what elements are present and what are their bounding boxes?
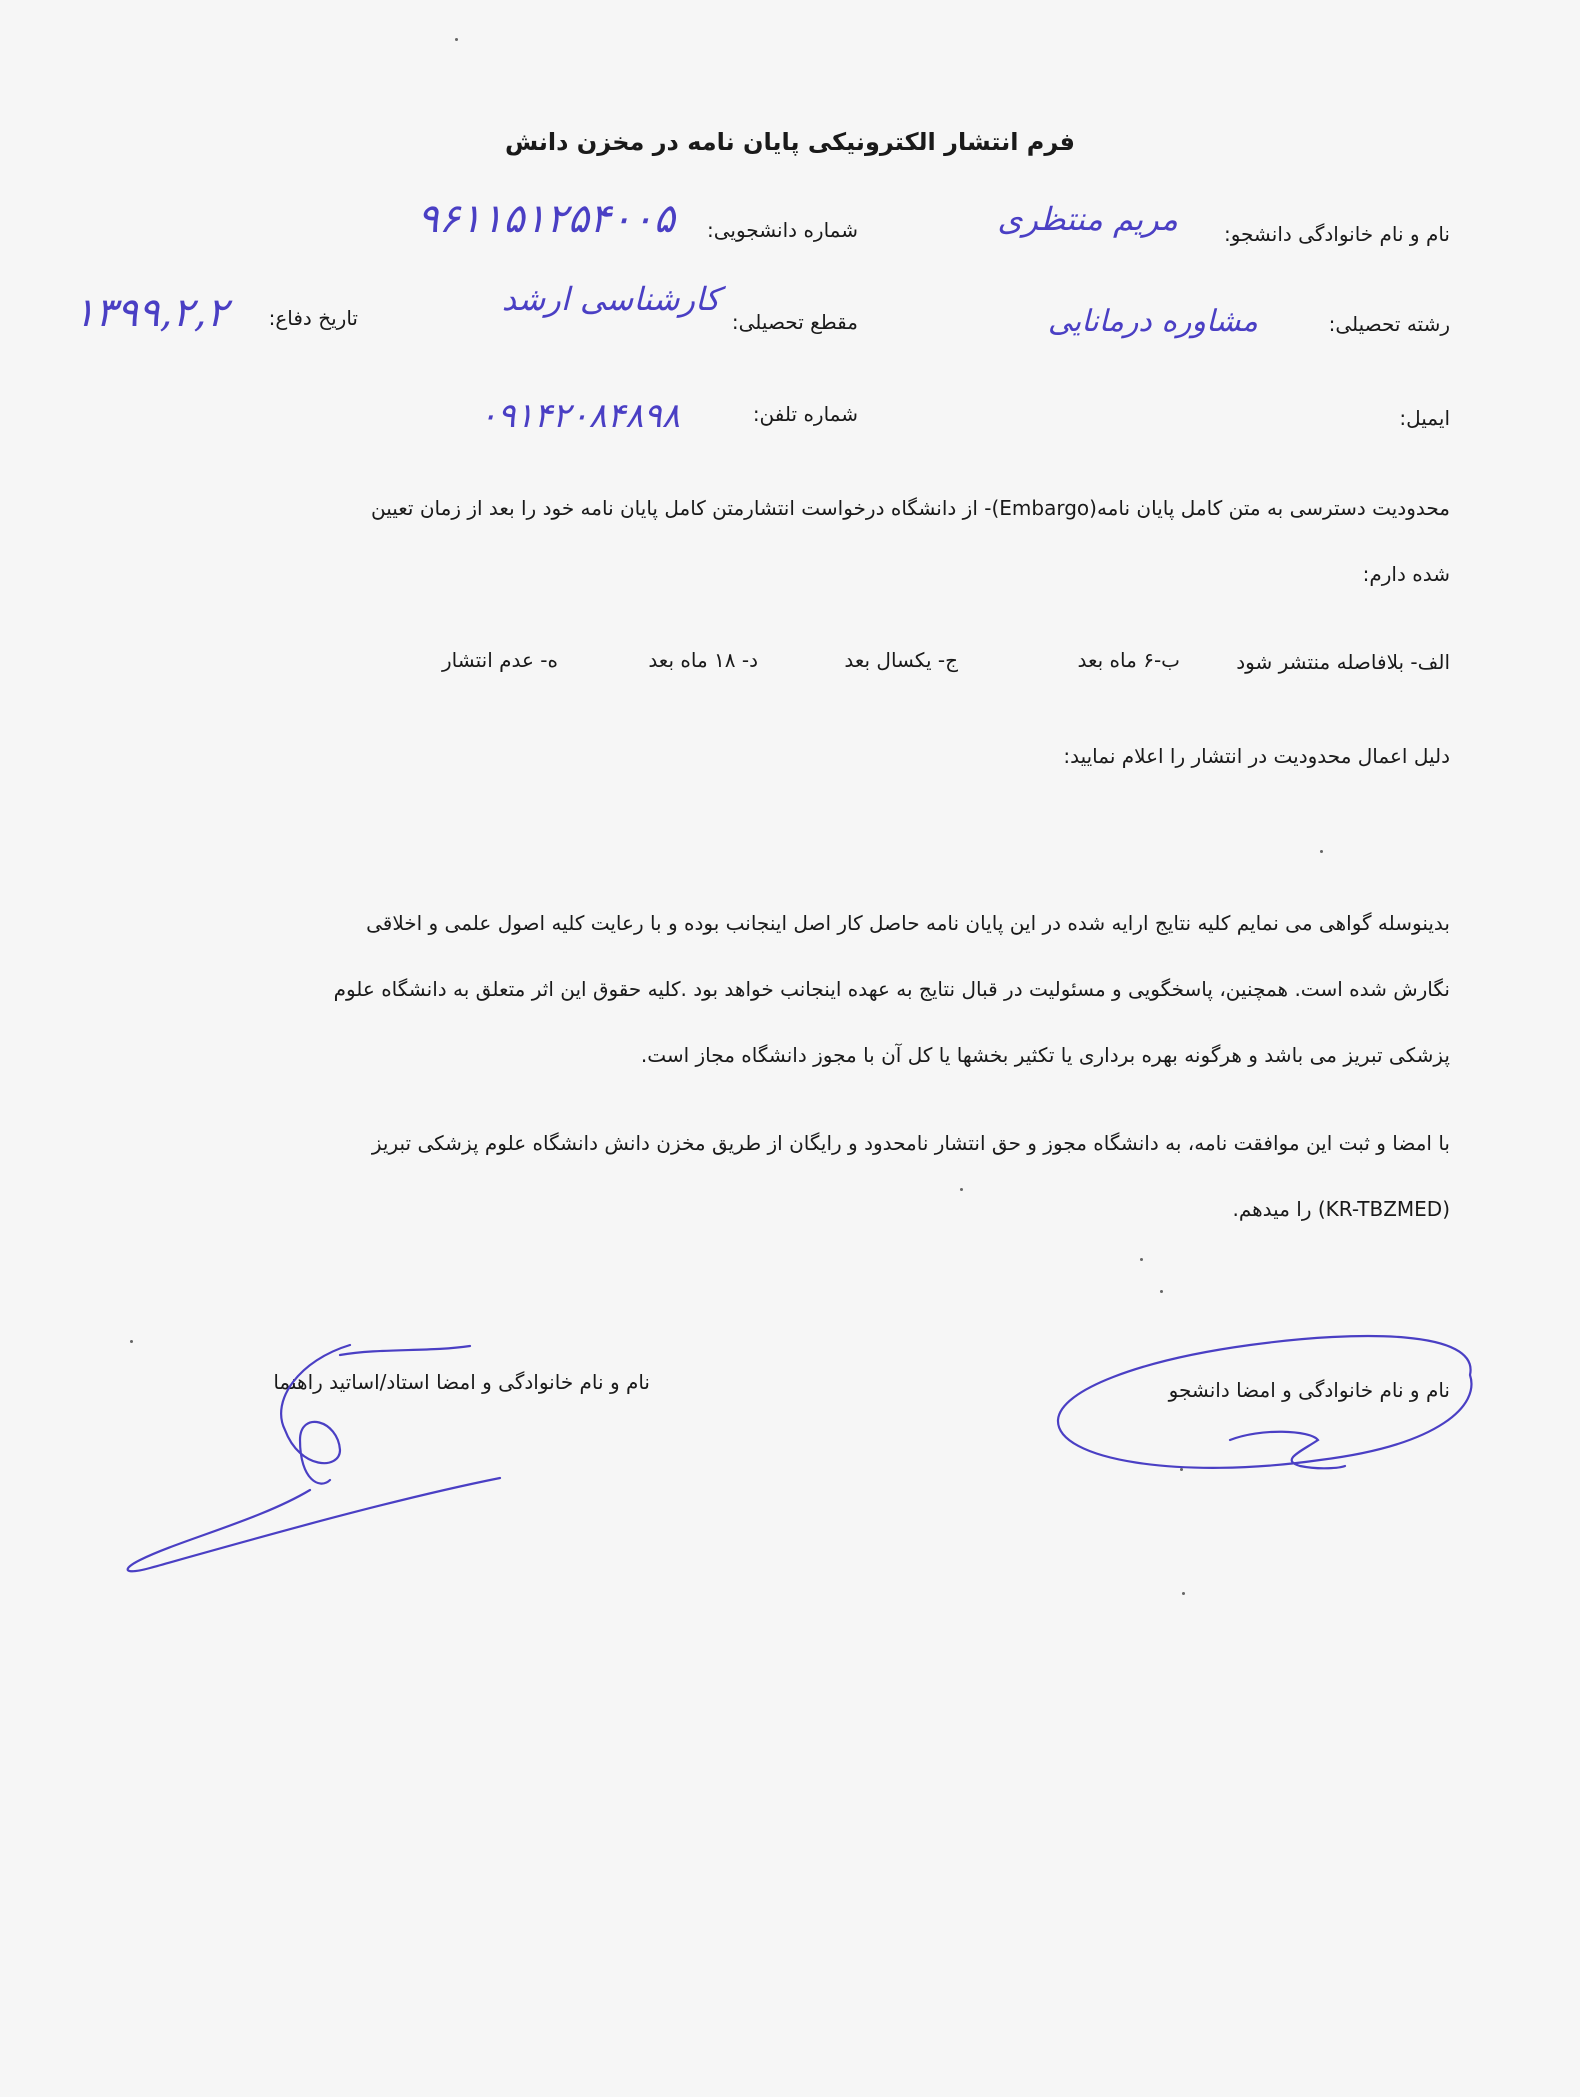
- student-signature-label: نام و نام خانوادگی و امضا دانشجو: [1168, 1378, 1450, 1402]
- scan-speck: [960, 1188, 963, 1191]
- student-name-label: نام و نام خانوادگی دانشجو:: [1223, 222, 1450, 246]
- embargo-option-e: ه- عدم انتشار: [442, 648, 558, 672]
- phone-handwritten: ۰۹۱۴۲۰۸۴۸۹۸: [479, 396, 680, 436]
- embargo-option-c: ج- یکسال بعد: [844, 648, 958, 672]
- student-name-handwritten: مریم منتظری: [997, 200, 1178, 238]
- email-label: ایمیل:: [1399, 406, 1450, 430]
- agreement-line-2: (KR-TBZMED) را میدهم.: [1232, 1197, 1450, 1221]
- scan-speck: [130, 1340, 133, 1343]
- embargo-option-d: د- ۱۸ ماه بعد: [648, 648, 758, 672]
- student-id-label: شماره دانشجویی:: [707, 218, 858, 242]
- major-handwritten: مشاوره درمانایی: [1047, 304, 1258, 339]
- student-id-handwritten: ۹۶۱۱۵۱۲۵۴۰۰۵: [417, 196, 675, 242]
- degree-label: مقطع تحصیلی:: [731, 310, 858, 334]
- agreement-paragraph: [130, 1110, 1450, 1242]
- scan-speck: [1160, 1290, 1163, 1293]
- scan-speck: [1180, 1468, 1183, 1471]
- form-title: فرم انتشار الکترونیکی پایان نامه در مخزن دانش: [504, 128, 1076, 156]
- certification-line-3: پزشکی تبریز می باشد و هرگونه بهره برداری یا تکثیر بخشها یا کل آن با مجوز دانشگاه مجاز است.: [640, 1043, 1450, 1067]
- scan-speck: [1320, 850, 1323, 853]
- embargo-line-1: محدودیت دسترسی به متن کامل پایان نامه(Embargo)- از دانشگاه درخواست انتشارمتن کامل پایان نامه خود را بعد از زمان تعیین: [370, 496, 1450, 520]
- embargo-line-2: شده دارم:: [1362, 562, 1450, 586]
- defense-date-label: تاریخ دفاع:: [268, 306, 358, 330]
- embargo-paragraph: [130, 475, 1450, 607]
- embargo-option-b: ب-۶ ماه بعد: [1077, 648, 1180, 672]
- advisor-signature-label: نام و نام خانوادگی و امضا استاد/اساتید راهنما: [273, 1370, 650, 1394]
- certification-line-2: نگارش شده است. همچنین، پاسخگویی و مسئولیت در قبال نتایج به عهده اینجانب خواهد بود .کلیه حقوق این اثر متعلق به دانشگاه علوم: [333, 977, 1450, 1001]
- scan-speck: [1140, 1258, 1143, 1261]
- embargo-reason-label: دلیل اعمال محدودیت در انتشار را اعلام نمایید:: [1063, 744, 1450, 768]
- scan-speck: [455, 38, 458, 41]
- defense-date-handwritten: ۱۳۹۹,۲,۲: [73, 290, 228, 336]
- major-label: رشته تحصیلی:: [1328, 312, 1450, 336]
- advisor-signature: [281, 1345, 350, 1484]
- agreement-line-1: با امضا و ثبت این موافقت نامه، به دانشگاه مجوز و حق انتشار نامحدود و رایگان از طریق مخزن دانش دانشگاه علوم پزشکی تبریز: [371, 1131, 1450, 1155]
- certification-paragraph: [130, 890, 1450, 1088]
- degree-handwritten: کارشناسی ارشد: [501, 280, 720, 318]
- certification-line-1: بدینوسله گواهی می نمایم کلیه نتایج ارایه شده در این پایان نامه حاصل کار اصل اینجانب بوده و با رعایت کلیه اصول علمی و اخلاقی: [366, 911, 1450, 935]
- phone-label: شماره تلفن:: [752, 402, 858, 426]
- scan-speck: [1182, 1592, 1185, 1595]
- embargo-option-a: الف- بلافاصله منتشر شود: [1236, 650, 1450, 674]
